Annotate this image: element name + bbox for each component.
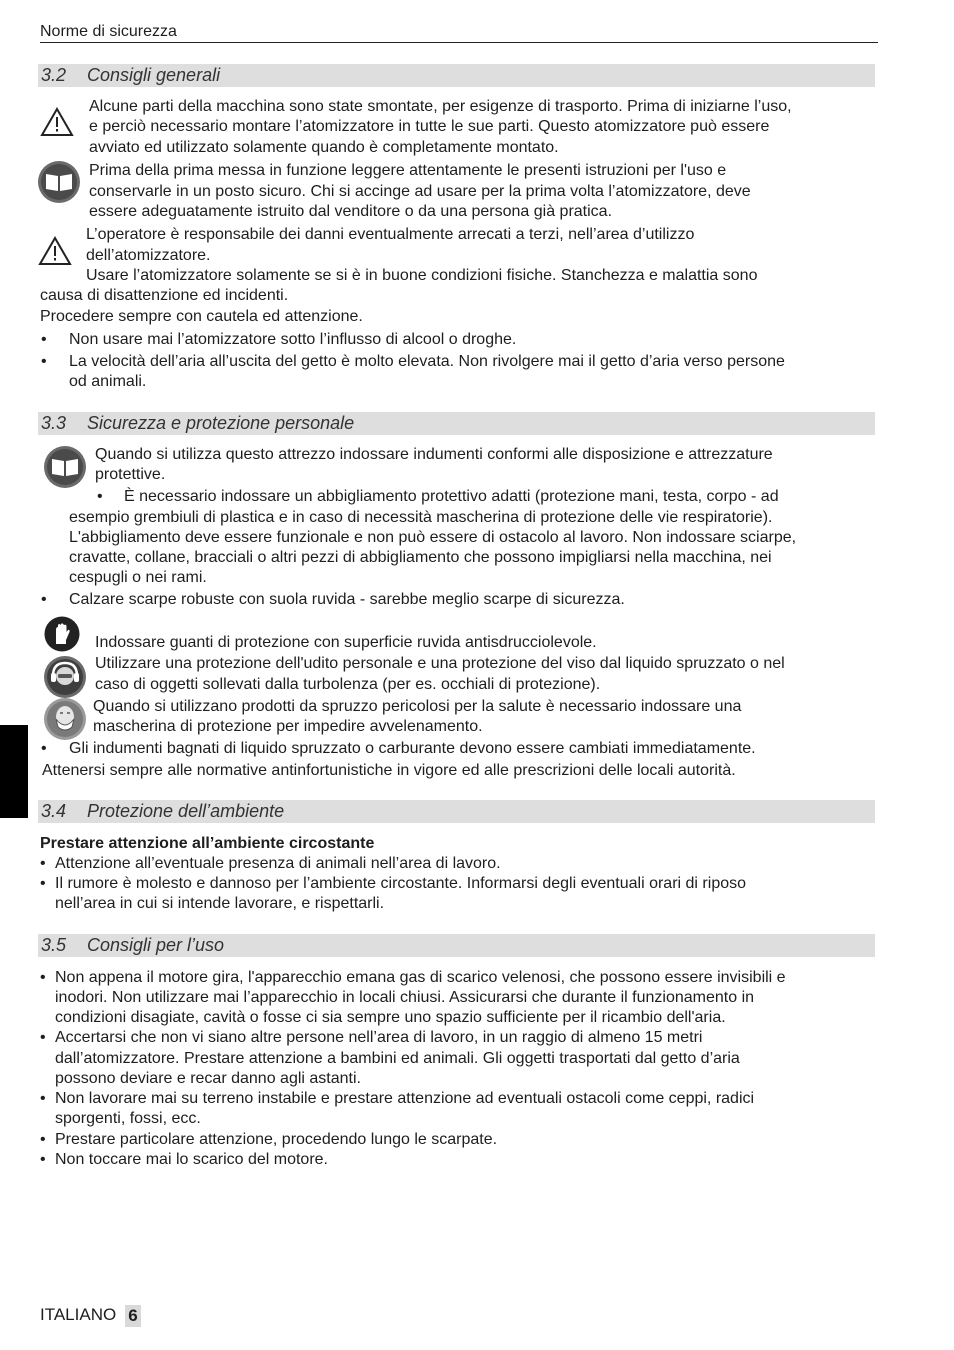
bullet-dot: • xyxy=(40,969,46,986)
gloves-icon xyxy=(44,616,80,652)
manual-icon xyxy=(43,445,87,489)
paragraph-line: Prima della prima messa in funzione leggere attentamente le presenti istruzioni per l'uso e xyxy=(89,162,727,179)
paragraph-line: Usare l’atomizzatore solamente se si è in buone condizioni fisiche. Stanchezza e malattia sono xyxy=(86,267,758,284)
list-item-continuation: nell’area in cui si intende lavorare, e rispettarli. xyxy=(55,895,385,912)
list-item: Accertarsi che non vi siano altre persone nell’area di lavoro, in un raggio di almeno 15 metri xyxy=(55,1029,703,1046)
list-item-continuation: possono deviare e recar danno agli astanti. xyxy=(55,1070,361,1087)
paragraph-line: Quando si utilizzano prodotti da spruzzo pericolosi per la salute è necessario indossare una xyxy=(93,698,742,715)
list-item: Calzare scarpe robuste con suola ruvida - sarebbe meglio scarpe di sicurezza. xyxy=(69,591,625,608)
bullet-dot: • xyxy=(41,353,47,370)
bullet-dot: • xyxy=(40,875,46,892)
list-item-continuation: inodori. Non utilizzare mai l’apparecchio in locali chiusi. Assicurarsi che durante il funzionamento in xyxy=(55,989,755,1006)
list-item: Non toccare mai lo scarico del motore. xyxy=(55,1151,328,1168)
list-item-continuation: od animali. xyxy=(69,373,147,390)
paragraph-line: e perciò necessario montare l’atomizzatore in tutte le sue parti. Questo atomizzatore può essere xyxy=(89,118,770,135)
subheading: Prestare attenzione all’ambiente circostante xyxy=(40,835,375,852)
list-item-continuation: cespugli o nei rami. xyxy=(69,569,207,586)
paragraph-line: Alcune parti della macchina sono state smontate, per esigenze di trasporto. Prima di iniziarne l’uso, xyxy=(89,98,792,115)
list-item: Attenzione all’eventuale presenza di animali nell’area di lavoro. xyxy=(55,855,501,872)
header-rule xyxy=(40,42,878,43)
section-title: Sicurezza e protezione personale xyxy=(87,413,355,433)
paragraph-line: avviato ed utilizzato solamente quando è completamente montato. xyxy=(89,139,559,156)
paragraph-line: Procedere sempre con cautela ed attenzione. xyxy=(40,308,363,325)
list-item: Non usare mai l’atomizzatore sotto l’influsso di alcool o droghe. xyxy=(69,331,517,348)
list-item-continuation: sporgenti, fossi, ecc. xyxy=(55,1110,201,1127)
list-item-continuation: esempio grembiuli di plastica e in caso di necessità mascherina di protezione delle vie respiratorie). xyxy=(69,509,773,526)
paragraph-line: essere adeguatamente istruito dal venditore o da una persona già pratica. xyxy=(89,203,613,220)
bullet-dot: • xyxy=(40,855,46,872)
section-number: 3.2 xyxy=(41,65,67,85)
section-3-2-heading xyxy=(38,64,875,87)
paragraph-line: Indossare guanti di protezione con superficie ruvida antisdrucciolevole. xyxy=(95,634,597,651)
paragraph-line: mascherina di protezione per impedire avvelenamento. xyxy=(93,718,483,735)
bullet-dot: • xyxy=(41,740,47,757)
manual-icon xyxy=(37,160,81,204)
bullet-dot: • xyxy=(40,1090,46,1107)
ear-protection-icon xyxy=(43,655,87,699)
list-item: Gli indumenti bagnati di liquido spruzzato o carburante devono essere cambiati immediatamente. xyxy=(69,740,756,757)
bullet-dot: • xyxy=(40,1151,46,1168)
footer-language: ITALIANO xyxy=(40,1305,117,1324)
list-item: Il rumore è molesto e dannoso per l’ambiente circostante. Informarsi degli eventuali orari di riposo xyxy=(55,875,747,892)
paragraph-line: Utilizzare una protezione dell'udito personale e una protezione del viso dal liquido spruzzato o nel xyxy=(95,655,785,672)
language-side-tab xyxy=(0,725,28,818)
list-item: È necessario indossare un abbigliamento protettivo adatti (protezione mani, testa, corpo - ad xyxy=(124,488,779,505)
paragraph-line: causa di disattenzione ed incidenti. xyxy=(40,287,289,304)
paragraph-line: L’operatore è responsabile dei danni eventualmente arrecati a terzi, nell’area d’utilizzo xyxy=(86,226,695,243)
paragraph-line: Quando si utilizza questo attrezzo indossare indumenti conformi alle disposizione e attrezzature xyxy=(95,446,773,463)
section-number: 3.5 xyxy=(41,935,67,955)
section-3-4-heading xyxy=(38,800,875,823)
bullet-dot: • xyxy=(40,1131,46,1148)
section-number: 3.3 xyxy=(41,413,67,433)
list-item: Non appena il motore gira, l'apparecchio emana gas di scarico velenosi, che possono essere invisibili e xyxy=(55,969,786,986)
paragraph-line: conservarle in un posto sicuro. Chi si accinge ad usare per la prima volta l’atomizzatore, deve xyxy=(89,183,751,200)
paragraph-line: caso di oggetti sollevati dalla turbolenza (per es. occhiali di protezione). xyxy=(95,676,601,693)
list-item: Prestare particolare attenzione, procedendo lungo le scarpate. xyxy=(55,1131,498,1148)
list-item: La velocità dell’aria all’uscita del getto è molto elevata. Non rivolgere mai il getto d’aria verso persone xyxy=(69,353,785,370)
list-item-continuation: condizioni disagiate, cavità o fosse ci sia sempre uno spazio sufficiente per il ricambio dell'aria. xyxy=(55,1009,726,1026)
page-header-title: Norme di sicurezza xyxy=(40,23,177,40)
section-3-3-heading xyxy=(38,412,875,435)
bullet-dot: • xyxy=(41,591,47,608)
list-item-continuation: L'abbigliamento deve essere funzionale e non può essere di ostacolo al lavoro. Non indossare sciarpe, xyxy=(69,529,797,546)
paragraph-line: Attenersi sempre alle normative antinfortunistiche in vigore ed alle prescrizioni delle locali autorità. xyxy=(42,762,736,779)
bullet-dot: • xyxy=(97,488,103,505)
section-3-5-heading xyxy=(38,934,875,957)
section-title: Protezione dell’ambiente xyxy=(87,801,285,821)
list-item: Non lavorare mai su terreno instabile e prestare attenzione ad eventuali ostacoli come ceppi, radici xyxy=(55,1090,755,1107)
bullet-dot: • xyxy=(40,1029,46,1046)
list-item-continuation: cravatte, collane, bracciali o altri pezzi di abbigliamento che possono impigliarsi nella macchina, nei xyxy=(69,549,772,566)
face-mask-icon xyxy=(43,697,87,741)
section-number: 3.4 xyxy=(41,801,67,821)
section-title: Consigli generali xyxy=(87,65,221,85)
bullet-dot: • xyxy=(41,331,47,348)
section-title: Consigli per l’uso xyxy=(87,935,225,955)
warning-icon xyxy=(38,236,72,266)
list-item-continuation: dall’atomizzatore. Prestare attenzione a bambini ed animali. Gli oggetti trasportati dal getto d’aria xyxy=(55,1050,740,1067)
warning-icon xyxy=(40,107,74,137)
paragraph-line: protettive. xyxy=(95,466,166,483)
page-number: 6 xyxy=(125,1305,141,1327)
paragraph-line: dell’atomizzatore. xyxy=(86,247,211,264)
